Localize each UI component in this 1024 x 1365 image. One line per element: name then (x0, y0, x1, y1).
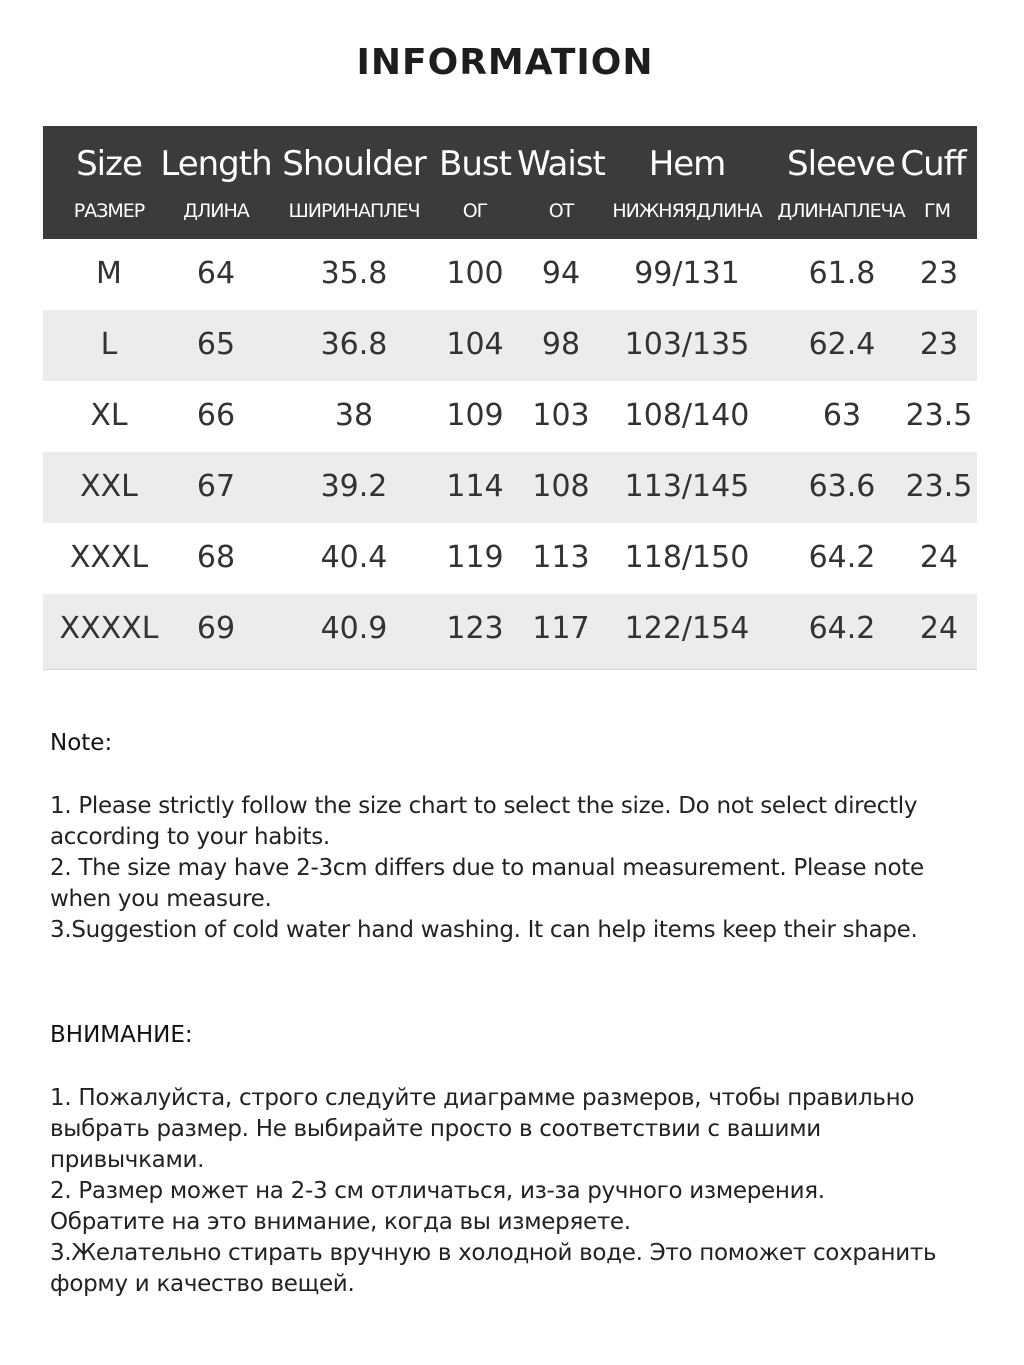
note-line: выбрать размер. Не выбирайте просто в соответствии с вашими (50, 1116, 821, 1142)
header-length-ru: ДЛИНА (183, 200, 249, 222)
cell-bust: 119 (446, 540, 504, 575)
header-waist-en: Waist (517, 144, 605, 184)
cell-shoulder: 35.8 (320, 256, 388, 291)
cell-bust: 123 (446, 611, 504, 646)
cell-waist: 98 (541, 327, 581, 362)
note-heading-ru: ВНИМАНИЕ: (50, 1022, 193, 1048)
cell-shoulder: 36.8 (320, 327, 388, 362)
cell-sleeve: 64.2 (808, 611, 876, 646)
cell-bust: 104 (446, 327, 504, 362)
cell-waist: 113 (532, 540, 590, 575)
table-row (43, 523, 977, 594)
cell-cuff: 24 (919, 611, 959, 646)
cell-hem: 122/154 (624, 611, 750, 646)
note-body-ru (50, 1083, 990, 1300)
note-line: 2. Размер может на 2-3 см отличаться, из-за ручного измерения. (50, 1178, 825, 1204)
cell-length: 68 (196, 540, 236, 575)
cell-waist: 108 (532, 469, 590, 504)
cell-cuff: 24 (919, 540, 959, 575)
table-header (43, 126, 977, 239)
header-hem-ru: НИЖНЯЯДЛИНА (612, 200, 762, 222)
header-shoulder-ru: ШИРИНАПЛЕЧ (288, 200, 420, 222)
cell-hem: 99/131 (634, 256, 740, 291)
note-line: 1. Пожалуйста, строго следуйте диаграмме размеров, чтобы правильно (50, 1085, 915, 1111)
cell-sleeve: 63.6 (808, 469, 876, 504)
table-row (43, 239, 977, 310)
header-cuff-ru: ГМ (924, 200, 950, 222)
cell-size: XXXL (69, 540, 149, 575)
header-bust-ru: ОГ (462, 200, 488, 222)
cell-waist: 94 (541, 256, 581, 291)
table-row (43, 594, 977, 669)
cell-bust: 100 (446, 256, 504, 291)
page-title: INFORMATION (356, 42, 654, 83)
table-row (43, 381, 977, 452)
cell-shoulder: 38 (334, 398, 374, 433)
cell-hem: 118/150 (624, 540, 750, 575)
cell-waist: 117 (532, 611, 590, 646)
header-sleeve-ru: ДЛИНАПЛЕЧА (777, 200, 905, 222)
cell-size: L (100, 327, 118, 362)
cell-sleeve: 64.2 (808, 540, 876, 575)
header-waist-ru: ОТ (548, 200, 574, 222)
header-sleeve-en: Sleeve (787, 144, 895, 184)
note-line: 3.Желательно стирать вручную в холодной воде. Это поможет сохранить (50, 1240, 937, 1266)
header-shoulder-en: Shoulder (282, 144, 426, 184)
header-cuff-en: Cuff (900, 144, 966, 184)
cell-length: 67 (196, 469, 236, 504)
cell-length: 64 (196, 256, 236, 291)
cell-shoulder: 40.4 (320, 540, 388, 575)
cell-size: M (96, 256, 122, 291)
table-row (43, 310, 977, 381)
cell-waist: 103 (532, 398, 590, 433)
cell-size: XL (90, 398, 128, 433)
cell-sleeve: 63 (822, 398, 862, 433)
cell-hem: 108/140 (624, 398, 750, 433)
note-line: привычками. (50, 1147, 205, 1173)
header-size-ru: РАЗМЕР (73, 200, 145, 222)
cell-cuff: 23.5 (905, 469, 973, 504)
header-hem-en: Hem (648, 144, 726, 184)
note-line: форму и качество вещей. (50, 1271, 355, 1297)
cell-cuff: 23 (919, 256, 959, 291)
cell-bust: 109 (446, 398, 504, 433)
cell-cuff: 23 (919, 327, 959, 362)
header-bust-en: Bust (439, 144, 511, 184)
note-line: when you measure. (50, 886, 272, 912)
cell-length: 66 (196, 398, 236, 433)
cell-size: XXL (80, 469, 138, 504)
cell-shoulder: 40.9 (320, 611, 388, 646)
header-length-en: Length (160, 144, 272, 184)
note-line: Обратите на это внимание, когда вы измеряете. (50, 1209, 631, 1235)
note-body-en (50, 791, 990, 946)
cell-size: XXXXL (59, 611, 159, 646)
note-line: 2. The size may have 2-3cm differs due to manual measurement. Please note (50, 855, 924, 881)
cell-length: 69 (196, 611, 236, 646)
cell-bust: 114 (446, 469, 504, 504)
cell-sleeve: 62.4 (808, 327, 876, 362)
cell-length: 65 (196, 327, 236, 362)
size-chart-table (43, 126, 977, 670)
header-size-en: Size (76, 144, 142, 184)
cell-hem: 113/145 (624, 469, 750, 504)
note-line: 3.Suggestion of cold water hand washing. It can help items keep their shape. (50, 917, 918, 943)
cell-shoulder: 39.2 (320, 469, 388, 504)
note-line: according to your habits. (50, 824, 330, 850)
note-heading-en: Note: (50, 730, 113, 756)
cell-hem: 103/135 (624, 327, 750, 362)
cell-sleeve: 61.8 (808, 256, 876, 291)
note-line: 1. Please strictly follow the size chart to select the size. Do not select directly (50, 793, 918, 819)
cell-cuff: 23.5 (905, 398, 973, 433)
table-row (43, 452, 977, 523)
